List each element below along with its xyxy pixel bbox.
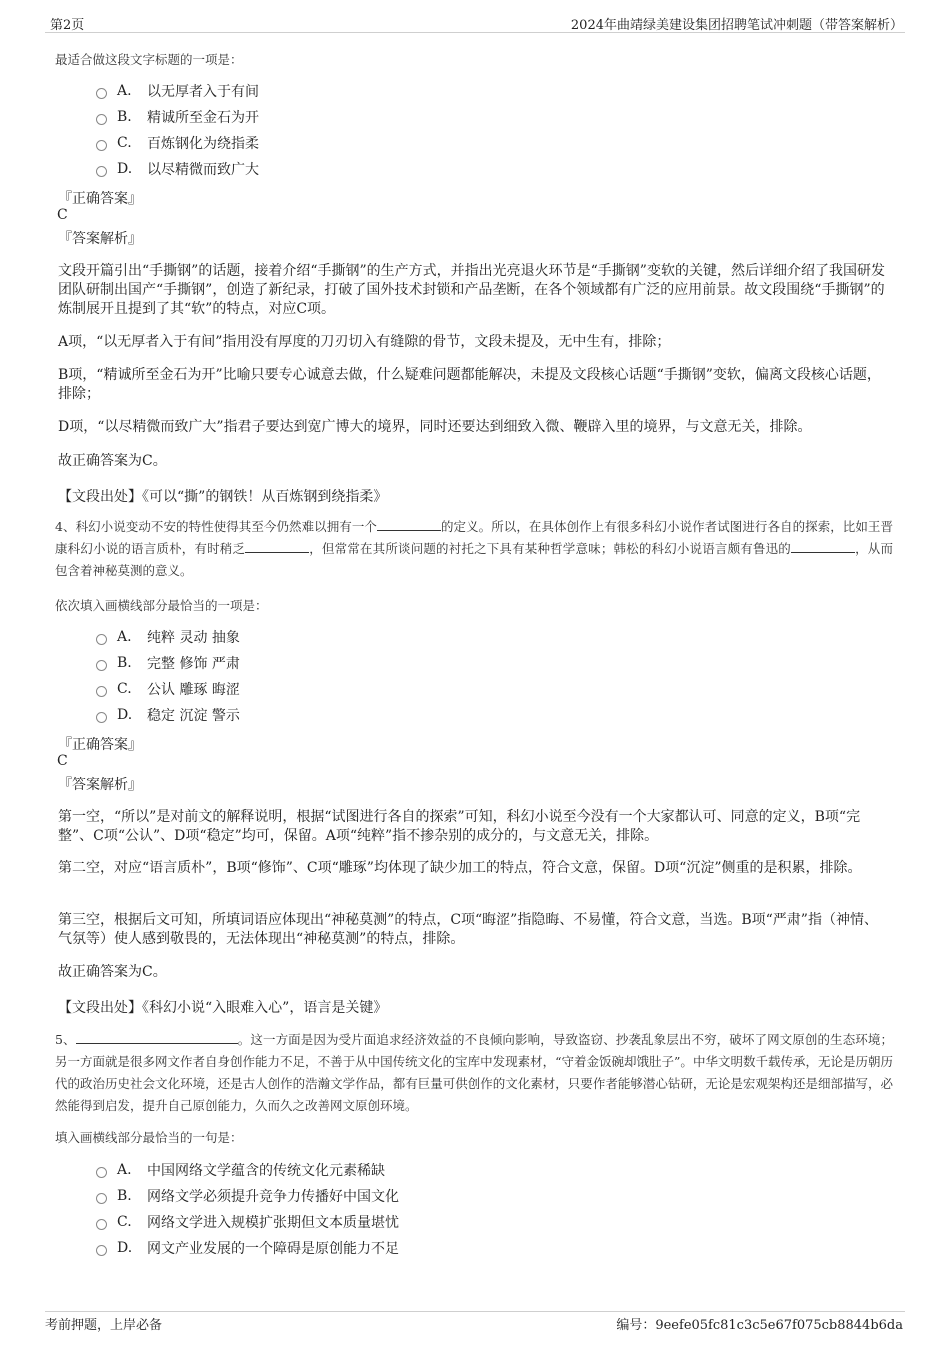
- blank-line: [377, 517, 441, 531]
- radio-icon[interactable]: [96, 1245, 107, 1256]
- q4-analysis-paragraph: 第二空，对应“语言质朴”，B项“修饰”、C项“雕琢”均体现了缺少加工的特点，符合文意，保留。D项“沉淀”侧重的是积累，排除。: [58, 860, 862, 876]
- q3-analysis-paragraph: D项，“以尽精微而致广大”指君子要达到宽广博大的境界，同时还要达到细致入微、鞭辟入里的境界，与文意无关，排除。: [58, 419, 812, 435]
- radio-icon[interactable]: [96, 1219, 107, 1230]
- radio-icon[interactable]: [96, 686, 107, 697]
- q4-option-c[interactable]: C. 公认 雕琢 晦涩: [96, 678, 240, 700]
- blank-line: [76, 1030, 238, 1044]
- q4-analysis-paragraph: 故正确答案为C。: [58, 964, 167, 980]
- q3-answer-value: C: [57, 207, 68, 223]
- q5-stem: 5、 。这一方面是因为受片面追求经济效益的不良倾向影响，导致盗窃、抄袭乱象层出不穷，破坏了网文原创的生态环境；另一方面就是很多网文作者自身创作能力不足，不善于从中国传统文化的宝库中发现素材，“守着金饭碗却饿肚子”。中华文明数千载传承，无论是历朝历代的政治历史社会文化环境，还是古人创作的浩瀚文学作品，都有巨量可供创作的文化素材，只要作者能够潜心钻研，无论是宏观架构还是细部描写，必然能得到启发，提升自己原创能力，久而久之改善网文原创环境。: [55, 1032, 894, 1113]
- radio-icon[interactable]: [96, 1193, 107, 1204]
- radio-icon[interactable]: [96, 140, 107, 151]
- document-title: 2024年曲靖绿美建设集团招聘笔试冲刺题（带答案解析）: [570, 18, 903, 33]
- radio-icon[interactable]: [96, 1167, 107, 1178]
- q3-option-a[interactable]: A. 以无厚者入于有间: [96, 80, 259, 102]
- q3-analysis-paragraph: 文段开篇引出“手撕钢”的话题，接着介绍“手撕钢”的生产方式，并指出光亮退火环节是“手撕钢”变软的关键，然后详细介绍了我国研发团队研制出国产“手撕钢”，创造了新纪录，打破了国外技术封锁和产品垄断，在各个领域都有广泛的应用前景。故文段围绕“手撕钢”的炼制展开且提到了其“软”的特点，对应C项。: [58, 263, 885, 317]
- q3-source: 【文段出处】《可以“撕”的钢铁！从百炼钢到绕指柔》: [58, 489, 388, 505]
- q3-prompt: 最适合做这段文字标题的一项是：: [55, 52, 243, 67]
- q3-option-b[interactable]: B. 精诚所至金石为开: [96, 106, 259, 128]
- radio-icon[interactable]: [96, 88, 107, 99]
- q5-prompt: 填入画横线部分最恰当的一句是：: [55, 1130, 243, 1145]
- q4-option-a[interactable]: A. 纯粹 灵动 抽象: [96, 626, 240, 648]
- q3-analysis-paragraph: 故正确答案为C。: [58, 453, 167, 469]
- radio-icon[interactable]: [96, 634, 107, 645]
- q3-analysis-heading: 『答案解析』: [58, 231, 142, 247]
- q3-analysis-paragraph: A项，“以无厚者入于有间”指用没有厚度的刀刃切入有缝隙的骨节，文段未提及，无中生有，排除；: [58, 334, 671, 350]
- q4-analysis-paragraph: 第一空，“所以”是对前文的解释说明，根据“试图进行各自的探索”可知，科幻小说至今没有一个大家都认可、同意的定义，B项“完整”、C项“公认”、D项“稳定”均可，保留。A项“纯粹”指不掺杂别的成分的，与文意无关，排除。: [58, 809, 861, 844]
- document-code: 编号：9eefe05fc81c3c5e67f075cb8844b6da: [616, 1318, 903, 1333]
- q3-analysis-paragraph: B项，“精诚所至金石为开”比喻只要专心诚意去做，什么疑难问题都能解决，未提及文段核心话题“手撕钢”变软，偏离文段核心话题，排除；: [58, 367, 881, 402]
- q4-analysis-paragraph: 第三空，根据后文可知，所填词语应体现出“神秘莫测”的特点，C项“晦涩”指隐晦、不易懂，符合文意，当选。B项“严肃”指（神情、气氛等）使人感到敬畏的，无法体现出“神秘莫测”的特点，排除。: [58, 912, 878, 947]
- q4-stem: 4、科幻小说变动不安的特性使得其至今仍然难以拥有一个 的定义。所以，在具体创作上有很多科幻小说作者试图进行各自的探索，比如王晋康科幻小说的语言质朴，有时稍乏 ，但常常在其所谈问题的衬托之下具有某种哲学意味；韩松的科幻小说语言颇有鲁迅的 ，从而包含着神秘莫测的意义。: [55, 519, 893, 578]
- footer-divider: [45, 1311, 905, 1312]
- q5-option-d[interactable]: D. 网文产业发展的一个障碍是原创能力不足: [96, 1237, 399, 1259]
- q4-analysis-heading: 『答案解析』: [58, 777, 142, 793]
- q5-option-a[interactable]: A. 中国网络文学蕴含的传统文化元素稀缺: [96, 1159, 385, 1181]
- q4-prompt: 依次填入画横线部分最恰当的一项是：: [55, 598, 268, 613]
- q5-option-c[interactable]: C. 网络文学进入规模扩张期但文本质量堪忧: [96, 1211, 399, 1233]
- q4-answer-heading: 『正确答案』: [58, 737, 142, 753]
- header-divider: [45, 32, 905, 33]
- radio-icon[interactable]: [96, 114, 107, 125]
- page-number: 第2页: [50, 18, 85, 33]
- q3-option-c[interactable]: C. 百炼钢化为绕指柔: [96, 132, 259, 154]
- q4-source: 【文段出处】《科幻小说“入眼难入心”，语言是关键》: [58, 1000, 388, 1016]
- blank-line: [245, 539, 309, 553]
- blank-line: [791, 539, 855, 553]
- radio-icon[interactable]: [96, 660, 107, 671]
- q3-option-d[interactable]: D. 以尽精微而致广大: [96, 158, 259, 180]
- radio-icon[interactable]: [96, 166, 107, 177]
- page-header: [50, 12, 905, 32]
- q4-option-b[interactable]: B. 完整 修饰 严肃: [96, 652, 240, 674]
- q4-option-d[interactable]: D. 稳定 沉淀 警示: [96, 704, 240, 726]
- footer-slogan: 考前押题，上岸必备: [45, 1318, 163, 1333]
- q4-answer-value: C: [57, 753, 68, 769]
- q3-answer-heading: 『正确答案』: [58, 191, 142, 207]
- radio-icon[interactable]: [96, 712, 107, 723]
- q5-option-b[interactable]: B. 网络文学必须提升竞争力传播好中国文化: [96, 1185, 399, 1207]
